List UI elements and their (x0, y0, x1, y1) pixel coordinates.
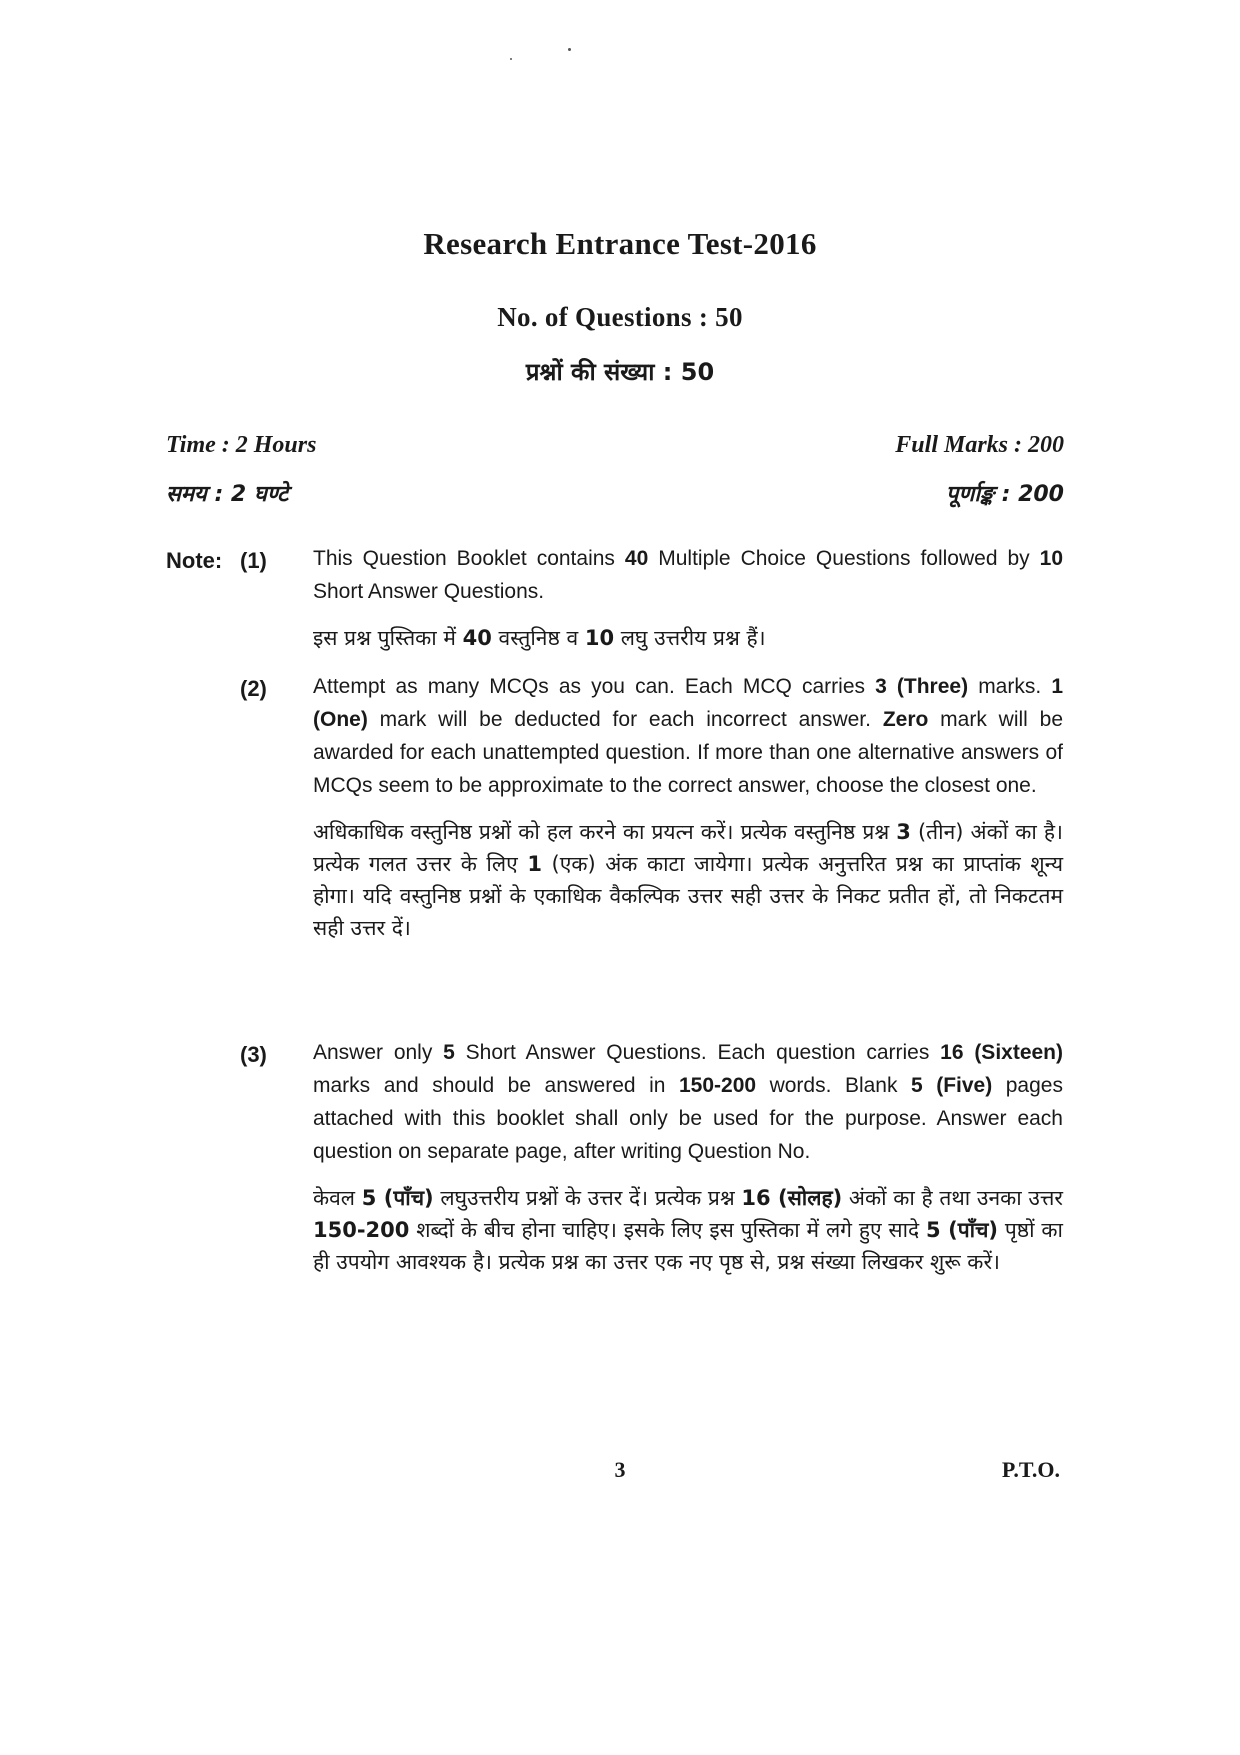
text-run: Short Answer Questions. Each question carries (454, 1041, 941, 1064)
note-text-hindi (313, 1182, 1063, 1278)
text-run: वस्तुनिष्ठ व (491, 626, 585, 650)
emphasis-text: 16 (सोलह) (741, 1186, 843, 1210)
time-hindi: समय : 2 घण्टे (166, 482, 289, 507)
text-run: This Question Booklet contains (313, 547, 625, 570)
page-number: 3 (614, 1457, 626, 1482)
emphasis-text: 16 (Sixteen) (940, 1041, 1063, 1064)
text-run: लघु उत्तरीय प्रश्न हैं। (614, 626, 766, 650)
text-run: Short Answer Questions. (313, 580, 545, 603)
text-run: अंकों का है तथा उनका उत्तर (842, 1186, 1063, 1210)
text-run: अधिकाधिक वस्तुनिष्ठ प्रश्नों को हल करने का प्रयत्न करें। प्रत्येक वस्तुनिष्ठ प्रश्न (313, 820, 897, 844)
text-run: लघुउत्तरीय प्रश्नों के उत्तर दें। प्रत्येक प्रश्न (433, 1186, 742, 1210)
time-english: Time : 2 Hours (166, 432, 317, 458)
text-run: केवल (313, 1186, 362, 1210)
text-run: pages attached with this booklet shall only be used for the purpose. Answer each question on separate page, after writing Question No. (313, 1074, 1063, 1163)
emphasis-text: 1 (527, 852, 542, 876)
emphasis-text: 1 (One) (313, 675, 1063, 731)
emphasis-text: 150-200 (313, 1218, 410, 1242)
text-run: Multiple Choice Questions followed by (648, 547, 1040, 570)
emphasis-text: 5 (पाँच) (926, 1218, 999, 1242)
full-marks-english: Full Marks : 200 (895, 432, 1064, 458)
text-run: mark will be deducted for each incorrect answer. (367, 708, 883, 731)
please-turn-over: P.T.O. (1001, 1457, 1060, 1482)
emphasis-text: 150-200 (678, 1074, 757, 1097)
text-run: mark will be awarded for each unattempted question. If more than one alternative answers of MCQs seem to be approximate to the correct answer, choose the closest one. (313, 708, 1063, 797)
text-run: Attempt as many MCQs as you can. Each MCQ carries (313, 675, 876, 698)
note-item (313, 1036, 1063, 1278)
note-number: (3) (240, 1042, 267, 1067)
question-count-hindi: प्रश्नों की संख्या : 50 (525, 358, 715, 386)
text-run: marks. (968, 675, 1052, 698)
note-number: (2) (240, 676, 267, 701)
emphasis-text: 5 (पाँच) (361, 1186, 434, 1210)
emphasis-text: 5 (Five) (911, 1074, 993, 1097)
question-count-english: No. of Questions : 50 (497, 302, 743, 332)
scan-speck (510, 58, 512, 60)
note-text-english (313, 542, 1063, 608)
text-run: (एक) अंक काटा जायेगा। प्रत्येक अनुत्तरित प्रश्न का प्राप्तांक शून्य होगा। यदि वस्तुनिष्ठ प्रश्नों के एकाधिक वैकल्पिक उत्तर सही उत्तर के निकट प्रतीत हों, तो निकटतम सही उत्तर दें। (313, 852, 1064, 940)
emphasis-text: 5 (443, 1041, 455, 1064)
full-marks-hindi: पूर्णाङ्क : 200 (945, 482, 1064, 507)
note-text-hindi (313, 622, 1063, 654)
note-item (313, 542, 1063, 654)
emphasis-text: Zero (882, 708, 929, 731)
emphasis-text: 10 (1039, 547, 1064, 570)
text-run: Answer only (313, 1041, 444, 1064)
text-run: इस प्रश्न पुस्तिका में (313, 626, 463, 650)
text-run: marks and should be answered in (313, 1074, 679, 1097)
text-run: पृष्ठों का ही उपयोग आवश्यक है। प्रत्येक प्रश्न का उत्तर एक नए पृष्ठ से, प्रश्न संख्या लिखकर शुरू करें। (313, 1218, 1063, 1274)
scan-speck (568, 48, 571, 51)
note-label: Note: (166, 548, 223, 573)
note-text-english (313, 1036, 1063, 1168)
emphasis-text: 40 (462, 626, 492, 650)
note-item (313, 670, 1063, 944)
text-run: (तीन) अंकों का है। प्रत्येक गलत उत्तर के लिए (313, 820, 1063, 876)
text-run: words. Blank (756, 1074, 912, 1097)
note-number: (1) (240, 548, 267, 573)
emphasis-text: 3 (Three) (875, 675, 969, 698)
text-run: शब्दों के बीच होना चाहिए। इसके लिए इस पुस्तिका में लगे हुए सादे (409, 1218, 927, 1242)
emphasis-text: 10 (584, 626, 615, 650)
note-text-hindi (313, 816, 1063, 944)
emphasis-text: 3 (896, 820, 911, 844)
page-title: Research Entrance Test-2016 (423, 226, 817, 261)
emphasis-text: 40 (624, 547, 649, 570)
note-text-english (313, 670, 1063, 802)
